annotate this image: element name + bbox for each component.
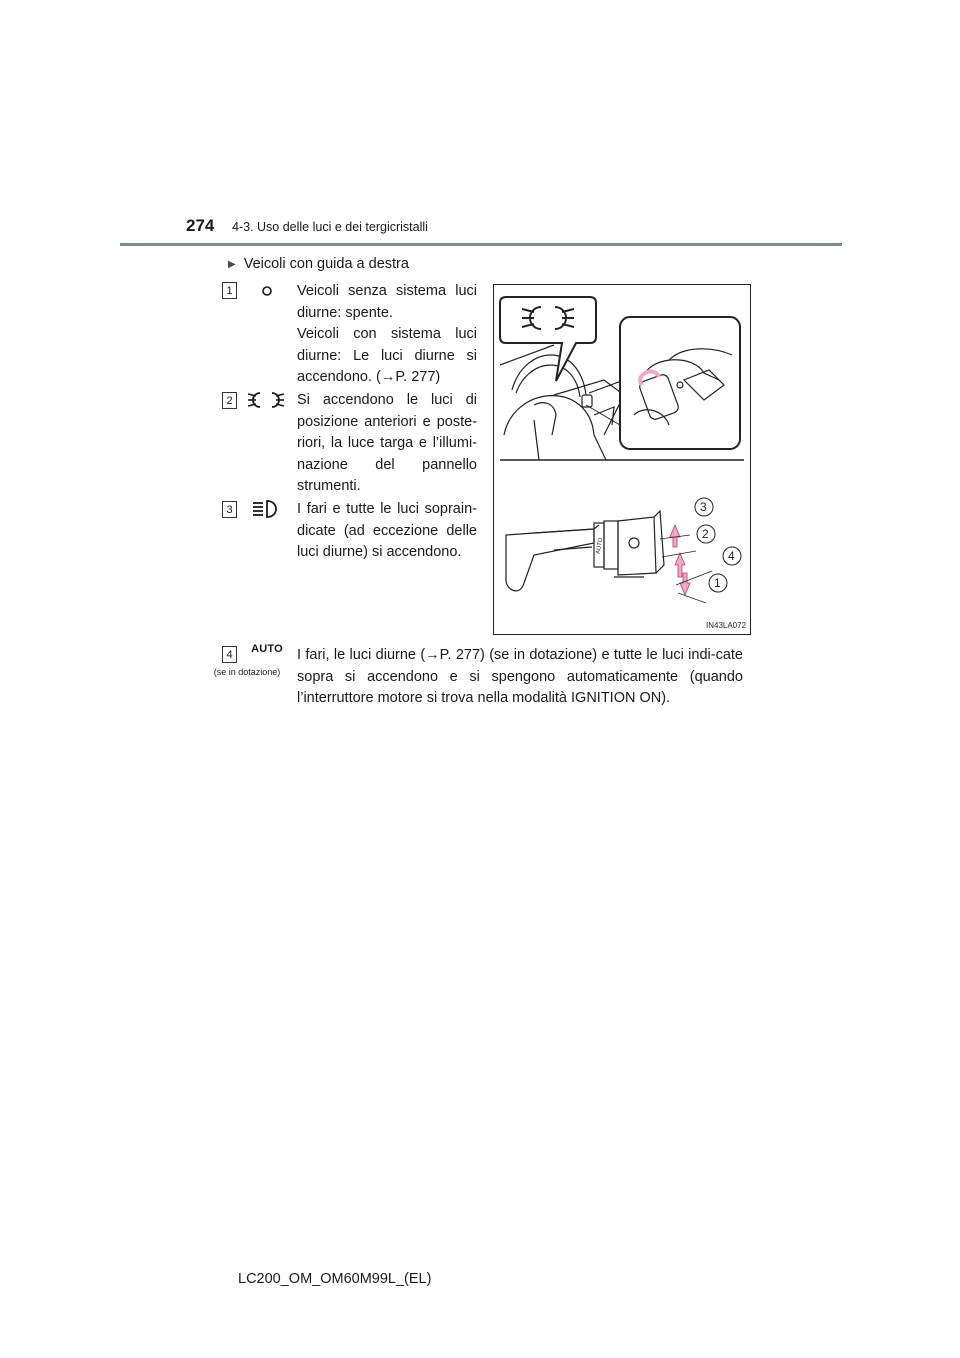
auto-symbol [200, 643, 294, 677]
light-switch-illustration [493, 284, 751, 635]
callout-1: 1 [714, 576, 721, 590]
page-number: 274 [186, 216, 215, 235]
item-description [297, 390, 477, 498]
illustration-drawing [494, 285, 750, 634]
item-description [297, 499, 477, 564]
callout-2: 2 [702, 527, 709, 541]
item-paragraph: I fari e tutte le luci soprain-dicate (ad eccezione delle luci diurne) si accendono. [297, 501, 477, 560]
item-description [297, 281, 477, 389]
svg-text:AUTO: AUTO [595, 537, 605, 555]
section-title: 4-3. Uso delle luci e dei tergicristalli [232, 220, 428, 234]
item-paragraph: Veicoli senza sistema luci diurne: spente. [297, 283, 477, 321]
figure-code: IN43LA072 [706, 621, 747, 630]
callout-4: 4 [728, 549, 735, 563]
item-number-badge: 4 [222, 646, 237, 663]
off-circle-icon [255, 282, 279, 300]
auto-label: AUTO [251, 643, 283, 655]
triangle-bullet-icon: ▶ [228, 258, 236, 270]
item-number-badge: 1 [222, 282, 237, 299]
subheading-text: Veicoli con guida a destra [243, 256, 409, 272]
header-divider [120, 243, 842, 246]
item-number-badge: 2 [222, 392, 237, 409]
item-paragraph: Si accendono le luci di posizione anteriori e poste-riori, la luce targa e l’illumi-nazione del pannello strumenti. [297, 392, 477, 494]
document-code: LC200_OM_OM60M99L_(EL) [238, 1271, 432, 1287]
item-paragraph: Veicoli con sistema luci diurne: Le luci diurne si accendono. (→P. 277) [297, 326, 477, 385]
subheading [228, 256, 409, 272]
position-lights-icon [246, 389, 286, 411]
callout-3: 3 [700, 500, 707, 514]
item-number-badge: 3 [222, 501, 237, 518]
headlight-icon [248, 498, 284, 520]
auto-note: (se in dotazione) [213, 667, 281, 677]
item-paragraph: I fari, le luci diurne (→P. 277) (se in dotazione) e tutte le luci indi-cate sopra si accendono e si spengono automaticamente (quando l’interruttore motore si trova nella modalità IGNITION ON). [297, 647, 743, 706]
item-description [297, 645, 743, 710]
